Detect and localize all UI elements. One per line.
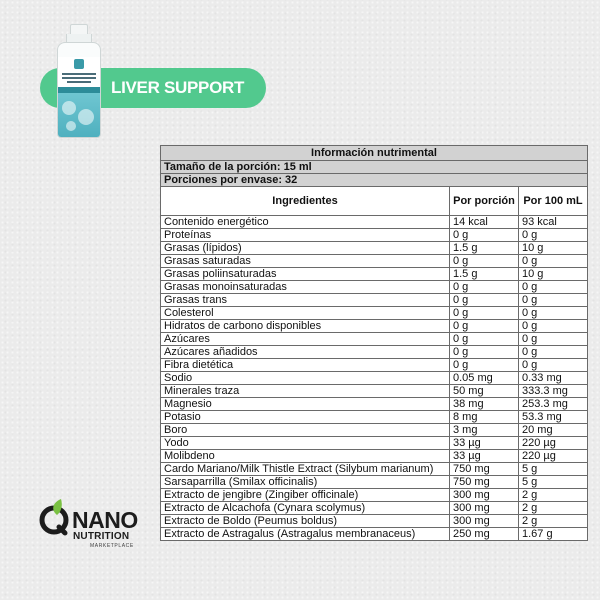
ingredient-name: Magnesio [161, 398, 450, 411]
table-row [161, 424, 588, 437]
per-100ml-value: 10 g [519, 268, 588, 281]
table-row [161, 281, 588, 294]
per-serving-value: 300 mg [450, 489, 519, 502]
table-row [161, 268, 588, 281]
table-row [161, 450, 588, 463]
per-serving-value: 1.5 g [450, 268, 519, 281]
table-row [161, 307, 588, 320]
per-100ml-value: 1.67 g [519, 528, 588, 541]
per-serving-value: 300 mg [450, 515, 519, 528]
per-100ml-value: 2 g [519, 502, 588, 515]
table-row [161, 242, 588, 255]
bottle-label-text-line [62, 73, 96, 75]
bottle-body [57, 42, 101, 138]
per-serving-value: 0 g [450, 333, 519, 346]
table-row [161, 320, 588, 333]
table-row [161, 229, 588, 242]
per-100ml-value: 253.3 mg [519, 398, 588, 411]
table-row [161, 385, 588, 398]
per-serving-value: 750 mg [450, 476, 519, 489]
ingredient-name: Hidratos de carbono disponibles [161, 320, 450, 333]
per-100ml-value: 0 g [519, 229, 588, 242]
per-100ml-value: 10 g [519, 242, 588, 255]
ingredient-name: Extracto de Astragalus (Astragalus membranaceus) [161, 528, 450, 541]
nutrition-table-body [161, 216, 588, 541]
ingredient-name: Grasas poliinsaturadas [161, 268, 450, 281]
nutrition-table [160, 145, 588, 541]
table-row [161, 463, 588, 476]
product-bottle-image [55, 24, 101, 136]
per-serving-value: 38 mg [450, 398, 519, 411]
per-serving-value: 0.05 mg [450, 372, 519, 385]
per-serving-value: 3 mg [450, 424, 519, 437]
per-serving-value: 300 mg [450, 502, 519, 515]
logo-wordmark-marketplace: MARKETPLACE [90, 543, 134, 549]
leaf-icon [50, 498, 64, 516]
table-row [161, 216, 588, 229]
liver-support-label: LIVER SUPPORT [111, 78, 245, 97]
per-serving-value: 0 g [450, 255, 519, 268]
table-row [161, 346, 588, 359]
bottle-label-graphic [62, 101, 76, 115]
per-serving-value: 0 g [450, 281, 519, 294]
per-100ml-value: 220 µg [519, 450, 588, 463]
table-row [161, 333, 588, 346]
table-row [161, 489, 588, 502]
ingredient-name: Extracto de Alcachofa (Cynara scolymus) [161, 502, 450, 515]
per-100ml-value: 0 g [519, 333, 588, 346]
ingredient-name: Azúcares [161, 333, 450, 346]
per-100ml-value: 0.33 mg [519, 372, 588, 385]
column-header-row [161, 187, 588, 216]
ingredient-name: Minerales traza [161, 385, 450, 398]
per-serving-value: 0 g [450, 294, 519, 307]
bottle-label-text-line [62, 77, 96, 79]
servings-per-container: Porciones por envase: 32 [161, 174, 588, 187]
per-serving-value: 50 mg [450, 385, 519, 398]
ingredient-name: Molibdeno [161, 450, 450, 463]
per-100ml-value: 5 g [519, 463, 588, 476]
per-100ml-value: 2 g [519, 515, 588, 528]
per-100ml-value: 5 g [519, 476, 588, 489]
table-row [161, 372, 588, 385]
table-row [161, 437, 588, 450]
per-serving-value: 0 g [450, 346, 519, 359]
table-row [161, 359, 588, 372]
per-100ml-value: 0 g [519, 346, 588, 359]
logo-wordmark-nano: NANO [72, 507, 138, 533]
ingredient-name: Fibra dietética [161, 359, 450, 372]
bottle-label-graphic [78, 109, 94, 125]
table-row [161, 411, 588, 424]
table-title: Información nutrimental [161, 146, 588, 161]
per-serving-value: 0 g [450, 229, 519, 242]
servings-per-container-row [161, 174, 588, 187]
ingredient-name: Sarsaparrilla (Smilax officinalis) [161, 476, 450, 489]
column-header-per-100ml: Por 100 mL [519, 187, 588, 216]
per-100ml-value: 0 g [519, 255, 588, 268]
logo-wordmark-nutrition: NUTRITION [73, 531, 130, 542]
ingredient-name: Extracto de Boldo (Peumus boldus) [161, 515, 450, 528]
column-header-per-serving: Por porción [450, 187, 519, 216]
ingredient-name: Grasas saturadas [161, 255, 450, 268]
table-row [161, 476, 588, 489]
per-100ml-value: 0 g [519, 307, 588, 320]
ingredient-name: Sodio [161, 372, 450, 385]
bottle-label-graphic [66, 121, 76, 131]
nano-nutrition-logo [38, 498, 168, 558]
serving-size: Tamaño de la porción: 15 ml [161, 161, 588, 174]
ingredient-name: Contenido energético [161, 216, 450, 229]
table-row [161, 528, 588, 541]
per-serving-value: 1.5 g [450, 242, 519, 255]
ingredient-name: Proteínas [161, 229, 450, 242]
per-serving-value: 0 g [450, 307, 519, 320]
ingredient-name: Extracto de jengibre (Zingiber officinale) [161, 489, 450, 502]
ingredient-name: Grasas monoinsaturadas [161, 281, 450, 294]
per-100ml-value: 53.3 mg [519, 411, 588, 424]
per-100ml-value: 0 g [519, 359, 588, 372]
per-serving-value: 14 kcal [450, 216, 519, 229]
table-row [161, 502, 588, 515]
per-100ml-value: 93 kcal [519, 216, 588, 229]
table-row [161, 255, 588, 268]
table-title-row [161, 146, 588, 161]
table-row [161, 515, 588, 528]
bottle-brand-mark [74, 59, 84, 69]
per-serving-value: 33 µg [450, 450, 519, 463]
ingredient-name: Grasas (lípidos) [161, 242, 450, 255]
ingredient-name: Potasio [161, 411, 450, 424]
ingredient-name: Cardo Mariano/Milk Thistle Extract (Silybum marianum) [161, 463, 450, 476]
per-serving-value: 0 g [450, 320, 519, 333]
per-serving-value: 0 g [450, 359, 519, 372]
ingredient-name: Azúcares añadidos [161, 346, 450, 359]
bottle-label-text-line [67, 81, 91, 83]
per-100ml-value: 0 g [519, 294, 588, 307]
bottle-label-bottom [58, 93, 100, 137]
per-100ml-value: 20 mg [519, 424, 588, 437]
per-serving-value: 33 µg [450, 437, 519, 450]
ingredient-name: Boro [161, 424, 450, 437]
serving-size-row [161, 161, 588, 174]
ingredient-name: Yodo [161, 437, 450, 450]
ingredient-name: Colesterol [161, 307, 450, 320]
ingredient-name: Grasas trans [161, 294, 450, 307]
per-100ml-value: 333.3 mg [519, 385, 588, 398]
table-row [161, 398, 588, 411]
per-100ml-value: 0 g [519, 320, 588, 333]
bottle-label-top [58, 57, 100, 87]
per-serving-value: 750 mg [450, 463, 519, 476]
per-serving-value: 250 mg [450, 528, 519, 541]
per-100ml-value: 220 µg [519, 437, 588, 450]
per-100ml-value: 0 g [519, 281, 588, 294]
per-100ml-value: 2 g [519, 489, 588, 502]
table-row [161, 294, 588, 307]
per-serving-value: 8 mg [450, 411, 519, 424]
column-header-ingredients: Ingredientes [161, 187, 450, 216]
